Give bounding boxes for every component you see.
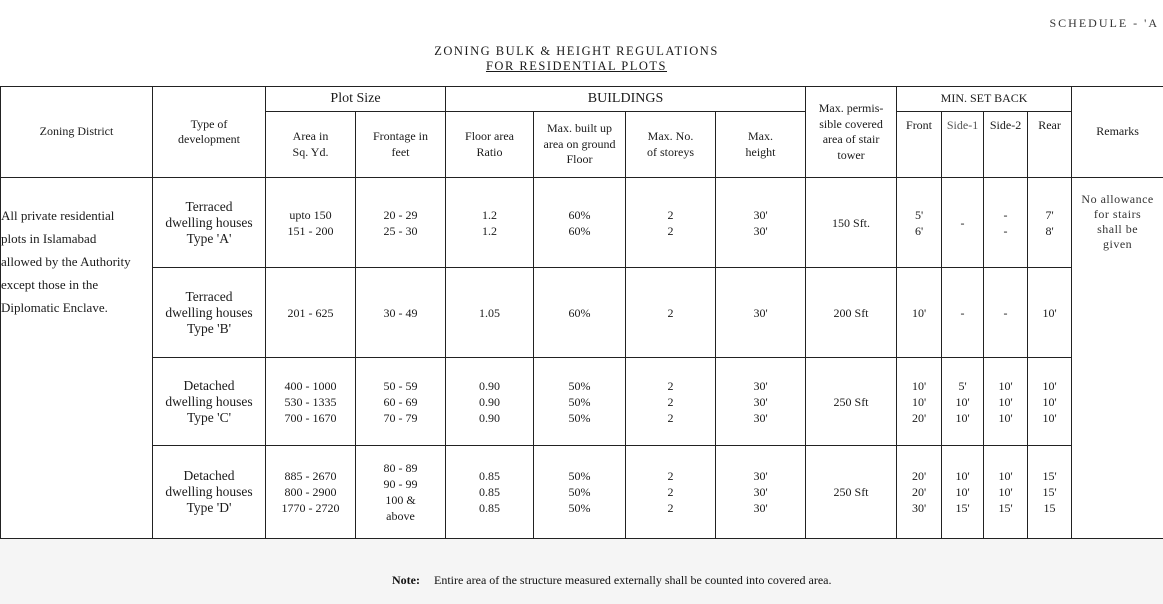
side1-value: 10' xyxy=(955,394,970,409)
district-line: allowed by the Authority xyxy=(1,254,131,269)
header-side-2: Side-2 xyxy=(984,112,1028,178)
built-up-value: 60% xyxy=(568,305,591,320)
schedule-label: SCHEDULE - 'A xyxy=(1049,16,1159,30)
area-value: 400 - 1000 xyxy=(284,378,337,393)
built-up-value: 60% xyxy=(568,207,591,222)
table-row xyxy=(1,178,1163,268)
side2-cell xyxy=(984,178,1028,268)
built-up-value: 50% xyxy=(568,501,591,515)
height-value: 30' xyxy=(753,394,768,409)
height-value: 30' xyxy=(753,305,768,320)
side1-cell xyxy=(942,358,984,446)
zoning-district-cell xyxy=(1,178,153,539)
front-value: 20' xyxy=(911,410,927,425)
built-up-cell xyxy=(534,268,626,358)
built-up-value: 50% xyxy=(568,469,591,483)
area-value: 201 - 625 xyxy=(287,305,334,320)
storeys-value: 2 xyxy=(667,207,674,222)
side2-value: 10' xyxy=(998,485,1013,499)
far-value: 0.90 xyxy=(479,378,501,393)
type-cell xyxy=(153,268,266,358)
side2-value: 10' xyxy=(998,469,1013,483)
side1-value: 10' xyxy=(955,410,970,425)
side2-cell xyxy=(984,268,1028,358)
frontage-value: 60 - 69 xyxy=(383,394,418,409)
far-cell xyxy=(446,268,534,358)
side2-value: - xyxy=(1003,305,1008,320)
height-cell xyxy=(716,178,806,268)
frontage-value: 100 & xyxy=(385,493,416,507)
area-value: 151 - 200 xyxy=(287,223,334,238)
frontage-cell xyxy=(356,358,446,446)
front-cell xyxy=(897,446,942,539)
table-row xyxy=(1,268,1163,358)
type-line: Type 'D' xyxy=(186,500,232,515)
remarks-line: given xyxy=(1102,237,1133,251)
type-line: Terraced xyxy=(185,288,233,304)
remarks-line: shall be xyxy=(1097,222,1139,236)
side1-cell xyxy=(942,178,984,268)
frontage-value: 30 - 49 xyxy=(383,305,418,320)
far-value: 1.05 xyxy=(479,305,501,320)
front-value: 10' xyxy=(911,394,927,409)
rear-cell xyxy=(1028,178,1072,268)
far-value: 1.2 xyxy=(482,207,498,222)
side2-value: 15' xyxy=(998,501,1013,515)
storeys-value: 2 xyxy=(667,305,674,320)
stair-value: 250 Sft xyxy=(833,485,869,499)
far-value: 0.85 xyxy=(479,501,501,515)
rear-value: 8' xyxy=(1045,223,1054,238)
height-cell xyxy=(716,446,806,539)
front-value: 20' xyxy=(911,469,927,483)
frontage-value: 70 - 79 xyxy=(383,410,418,425)
side1-value: 5' xyxy=(958,378,967,393)
title-line-1: ZONING BULK & HEIGHT REGULATIONS xyxy=(434,44,719,58)
type-line: Terraced xyxy=(185,198,233,214)
frontage-value: 50 - 59 xyxy=(383,378,418,393)
front-value: 5' xyxy=(914,207,924,222)
storeys-cell xyxy=(626,268,716,358)
height-cell xyxy=(716,358,806,446)
rear-value: 10' xyxy=(1042,305,1057,320)
side2-value: 10' xyxy=(998,394,1013,409)
remarks-cell xyxy=(1072,178,1163,539)
type-cell xyxy=(153,446,266,539)
built-up-cell xyxy=(534,446,626,539)
side2-value: - xyxy=(1003,223,1008,238)
type-line: Detached xyxy=(183,377,235,393)
note-text: Entire area of the structure measured externally shall be counted into covered area. xyxy=(433,573,832,587)
side1-value: - xyxy=(960,215,965,230)
district-line: All private residential xyxy=(1,208,115,223)
type-line: dwelling houses xyxy=(165,214,253,230)
rear-value: 10' xyxy=(1042,410,1057,425)
rear-value: 10' xyxy=(1042,378,1057,393)
storeys-cell xyxy=(626,446,716,539)
type-line: Type 'B' xyxy=(186,320,232,336)
front-value: 10' xyxy=(911,378,927,393)
header-stair-tower: Max. permis-sible covered area of stair tower xyxy=(806,87,897,178)
district-line: plots in Islamabad xyxy=(1,231,97,246)
frontage-value: 80 - 89 xyxy=(383,461,418,475)
side2-value: 10' xyxy=(998,378,1013,393)
rear-value: 15 xyxy=(1043,501,1056,515)
table-row xyxy=(1,446,1163,539)
area-cell xyxy=(266,268,356,358)
storeys-value: 2 xyxy=(667,223,674,238)
stair-value: 200 Sft xyxy=(833,305,869,320)
frontage-value: 25 - 30 xyxy=(383,223,418,238)
district-line: Diplomatic Enclave. xyxy=(1,300,108,315)
rear-cell xyxy=(1028,358,1072,446)
header-min-set-back: MIN. SET BACK xyxy=(897,87,1072,112)
built-up-value: 50% xyxy=(568,378,591,393)
side2-cell xyxy=(984,358,1028,446)
type-cell xyxy=(153,358,266,446)
stair-cell xyxy=(806,268,897,358)
note-label: Note: xyxy=(392,573,420,587)
storeys-value: 2 xyxy=(667,378,674,393)
stair-value: 150 Sft. xyxy=(832,215,871,230)
table-row xyxy=(1,358,1163,446)
frontage-cell xyxy=(356,268,446,358)
header-rear: Rear xyxy=(1028,112,1072,178)
side2-cell xyxy=(984,446,1028,539)
area-value: 530 - 1335 xyxy=(284,394,337,409)
header-area: Area in Sq. Yd. xyxy=(266,112,356,178)
area-cell xyxy=(266,446,356,539)
front-value: 30' xyxy=(911,501,927,515)
frontage-value: 20 - 29 xyxy=(383,207,418,222)
footnote xyxy=(392,573,831,588)
header-front: Front xyxy=(897,112,942,178)
side1-value: 15' xyxy=(955,501,970,515)
stair-value: 250 Sft xyxy=(833,394,869,409)
page-lower-margin xyxy=(0,538,1163,604)
built-up-cell xyxy=(534,178,626,268)
far-value: 0.90 xyxy=(479,394,501,409)
front-value: 10' xyxy=(911,305,927,320)
far-cell xyxy=(446,358,534,446)
frontage-cell xyxy=(356,178,446,268)
far-value: 0.85 xyxy=(479,469,501,483)
side2-value: 10' xyxy=(998,410,1013,425)
area-cell xyxy=(266,178,356,268)
height-value: 30' xyxy=(753,469,768,483)
built-up-cell xyxy=(534,358,626,446)
height-value: 30' xyxy=(753,410,768,425)
stair-cell xyxy=(806,178,897,268)
type-line: dwelling houses xyxy=(165,484,253,499)
header-max-height: Max. height xyxy=(716,112,806,178)
far-value: 0.85 xyxy=(479,485,501,499)
frontage-value: 90 - 99 xyxy=(383,477,418,491)
header-max-built-up: Max. built up area on ground Floor xyxy=(534,112,626,178)
zoning-regulations-table xyxy=(0,86,1163,539)
header-floor-area-ratio: Floor area Ratio xyxy=(446,112,534,178)
rear-cell xyxy=(1028,268,1072,358)
side1-value: 10' xyxy=(955,485,970,499)
front-cell xyxy=(897,268,942,358)
storeys-cell xyxy=(626,178,716,268)
type-line: Detached xyxy=(183,468,235,483)
type-line: dwelling houses xyxy=(165,304,253,320)
front-value: 20' xyxy=(911,485,927,499)
area-value: 800 - 2900 xyxy=(284,485,337,499)
built-up-value: 50% xyxy=(568,394,591,409)
header-side-1: Side-1 xyxy=(942,112,984,178)
side1-value: - xyxy=(960,305,965,320)
storeys-cell xyxy=(626,358,716,446)
far-value: 1.2 xyxy=(482,223,498,238)
rear-value: 15' xyxy=(1042,485,1057,499)
storeys-value: 2 xyxy=(667,485,674,499)
header-frontage: Frontage in feet xyxy=(356,112,446,178)
rear-value: 7' xyxy=(1045,207,1054,222)
header-remarks: Remarks xyxy=(1072,87,1163,178)
document-title xyxy=(0,44,1163,74)
side2-value: - xyxy=(1003,207,1008,222)
front-value: 6' xyxy=(914,223,924,238)
header-plot-size: Plot Size xyxy=(266,87,446,112)
type-cell xyxy=(153,178,266,268)
frontage-cell xyxy=(356,446,446,539)
remarks-line: for stairs xyxy=(1093,207,1142,221)
stair-cell xyxy=(806,446,897,539)
area-cell xyxy=(266,358,356,446)
height-value: 30' xyxy=(753,485,768,499)
front-cell xyxy=(897,178,942,268)
height-value: 30' xyxy=(753,207,768,222)
built-up-value: 60% xyxy=(568,223,591,238)
area-value: 1770 - 2720 xyxy=(281,501,340,515)
front-cell xyxy=(897,358,942,446)
area-value: 700 - 1670 xyxy=(284,410,337,425)
storeys-value: 2 xyxy=(667,394,674,409)
remarks-line: No allowance xyxy=(1081,192,1154,206)
side1-value: 10' xyxy=(955,469,970,483)
storeys-value: 2 xyxy=(667,469,674,483)
height-value: 30' xyxy=(753,223,768,238)
district-line: except those in the xyxy=(1,277,99,292)
side1-cell xyxy=(942,446,984,539)
stair-cell xyxy=(806,358,897,446)
header-buildings: BUILDINGS xyxy=(446,87,806,112)
rear-value: 15' xyxy=(1042,469,1057,483)
title-line-2: FOR RESIDENTIAL PLOTS xyxy=(485,59,668,73)
area-value: 885 - 2670 xyxy=(284,469,337,483)
type-line: dwelling houses xyxy=(165,393,253,409)
header-max-storeys: Max. No. of storeys xyxy=(626,112,716,178)
storeys-value: 2 xyxy=(667,410,674,425)
height-value: 30' xyxy=(753,501,768,515)
frontage-value: above xyxy=(386,509,415,523)
built-up-value: 50% xyxy=(568,410,591,425)
rear-value: 10' xyxy=(1042,394,1057,409)
side1-cell xyxy=(942,268,984,358)
type-line: Type 'A' xyxy=(186,230,232,246)
storeys-value: 2 xyxy=(667,501,674,515)
rear-cell xyxy=(1028,446,1072,539)
far-cell xyxy=(446,446,534,539)
far-cell xyxy=(446,178,534,268)
header-zoning-district: Zoning District xyxy=(1,87,153,178)
built-up-value: 50% xyxy=(568,485,591,499)
far-value: 0.90 xyxy=(479,410,501,425)
type-line: Type 'C' xyxy=(186,409,232,425)
height-value: 30' xyxy=(753,378,768,393)
header-type-of-development: Type of development xyxy=(153,87,266,178)
area-value: upto 150 xyxy=(289,207,332,222)
height-cell xyxy=(716,268,806,358)
